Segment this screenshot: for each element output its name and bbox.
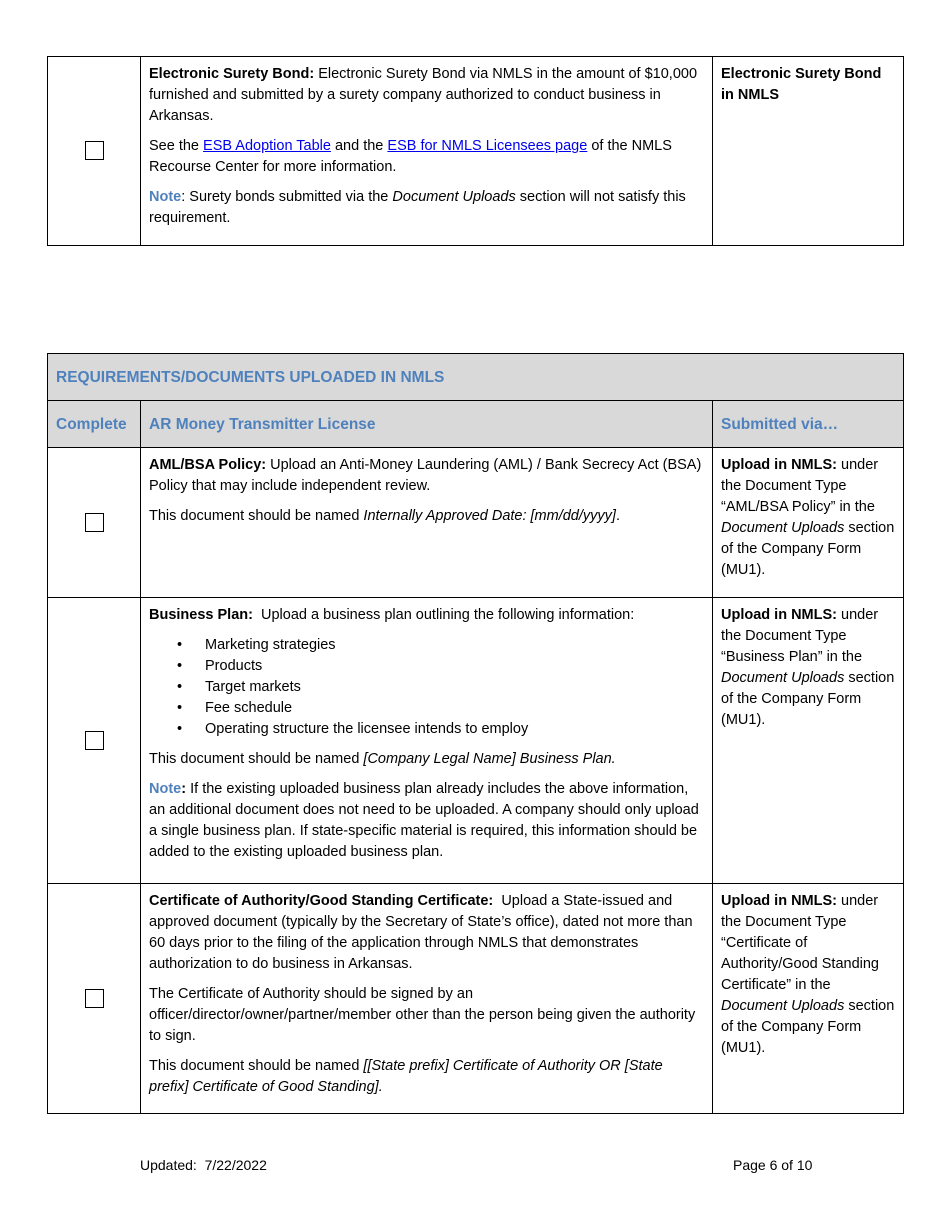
bp-sub-bold: Upload in NMLS:	[721, 607, 837, 623]
aml-title: AML/BSA Policy:	[149, 457, 267, 473]
bp-sub-post: section of the Company Form (MU1).	[721, 670, 895, 728]
coa-title: Certificate of Authority/Good Standing Certificate:	[149, 893, 494, 909]
coa-row	[48, 884, 904, 1114]
list-item: • Products	[149, 656, 704, 677]
list-item: • Fee schedule	[149, 698, 704, 719]
aml-named-italic: Internally Approved Date: [mm/dd/yyyy]	[363, 508, 616, 524]
aml-sub-post: section of the Company Form (MU1).	[721, 520, 895, 578]
esb-see-suffix: of the NMLS Recourse Center for more information.	[149, 138, 672, 175]
esb-submitted-via	[713, 57, 904, 246]
esb-see-prefix: See the	[149, 138, 199, 154]
coa-named-italic: [[State prefix] Certificate of Authority OR [State prefix] Certificate of Good Standing].	[149, 1058, 663, 1095]
coa-sub-pre: under the Document Type “Certificate of Authority/Good Standing Certificate” in the	[721, 893, 879, 993]
esb-checkbox[interactable]	[85, 141, 104, 160]
coa-sub-post: section of the Company Form (MU1).	[721, 998, 895, 1056]
requirements-table	[47, 353, 904, 1114]
bp-sub-pre: under the Document Type “Business Plan” in the	[721, 607, 879, 665]
esb-licensees-page-link[interactable]: ESB for NMLS Licensees page	[387, 138, 588, 154]
coa-submitted-via	[713, 884, 904, 1114]
coa-text: Upload a State-issued and approved document (typically by the Secretary of State’s office), dated not more than 60 days prior to the filing of the application through NMLS that demonstrates authorization to do business in Arkansas.	[149, 893, 693, 972]
esb-table	[47, 56, 904, 246]
esb-submitted-text: Electronic Surety Bond in NMLS	[721, 66, 882, 103]
esb-and-text: and the	[334, 138, 384, 154]
esb-adoption-table-link[interactable]: ESB Adoption Table	[203, 138, 331, 154]
coa-checkbox[interactable]	[85, 989, 104, 1008]
bp-note-label: Note	[149, 781, 182, 797]
aml-period: .	[615, 508, 620, 524]
esb-checkbox-cell	[48, 57, 141, 246]
bp-named-italic: [Company Legal Name] Business Plan.	[363, 751, 616, 767]
aml-checkbox[interactable]	[85, 513, 104, 532]
bp-note-colon: :	[181, 781, 187, 797]
aml-sub-bold: Upload in NMLS:	[721, 457, 837, 473]
bp-submitted-via	[713, 598, 904, 884]
header-license: AR Money Transmitter License	[141, 401, 713, 448]
esb-description	[141, 57, 713, 246]
aml-description	[141, 448, 713, 598]
bp-list	[149, 635, 704, 740]
esb-note-italic: Document Uploads	[392, 189, 516, 205]
esb-note-post: section will not satisfy this requirement.	[149, 189, 686, 226]
aml-row	[48, 448, 904, 598]
bp-sub-italic: Document Uploads	[721, 670, 845, 686]
coa-sub-italic: Document Uploads	[721, 998, 845, 1014]
bp-checkbox[interactable]	[85, 731, 104, 750]
header-complete: Complete	[48, 401, 141, 448]
list-item: • Marketing strategies	[149, 635, 704, 656]
coa-named-prefix: This document should be named	[149, 1058, 360, 1074]
table-title: REQUIREMENTS/DOCUMENTS UPLOADED IN NMLS	[48, 354, 904, 401]
bp-row	[48, 598, 904, 884]
table-header-row	[48, 401, 904, 448]
esb-note-label: Note	[149, 189, 182, 205]
bp-description	[141, 598, 713, 884]
coa-para2: The Certificate of Authority should be signed by an officer/director/owner/partner/member other than the person being given the authority to sign.	[149, 986, 696, 1044]
bp-text: Upload a business plan outlining the following information:	[261, 607, 635, 623]
esb-note-pre: : Surety bonds submitted via the	[181, 189, 389, 205]
list-item: • Target markets	[149, 677, 704, 698]
bp-named-prefix: This document should be named	[149, 751, 360, 767]
esb-row	[48, 57, 904, 246]
list-item: • Operating structure the licensee intends to employ	[149, 719, 704, 740]
esb-title: Electronic Surety Bond:	[149, 66, 315, 82]
bp-checkbox-cell	[48, 598, 141, 884]
coa-checkbox-cell	[48, 884, 141, 1114]
esb-text: Electronic Surety Bond via NMLS in the amount of $10,000 furnished and submitted by a surety company authorized to conduct business in Arkansas.	[149, 66, 698, 124]
aml-text: Upload an Anti-Money Laundering (AML) / Bank Secrecy Act (BSA) Policy that may include independent review.	[149, 457, 702, 494]
aml-named-prefix: This document should be named	[149, 508, 360, 524]
table-title-row	[48, 354, 904, 401]
aml-sub-italic: Document Uploads	[721, 520, 845, 536]
coa-description	[141, 884, 713, 1114]
bp-note-text: If the existing uploaded business plan already includes the above information, an additional document does not need to be uploaded. A company should only upload a single business plan. If state-specific material is required, this information should be added to the existing uploaded business plan.	[149, 781, 699, 860]
bp-title: Business Plan:	[149, 607, 253, 623]
aml-checkbox-cell	[48, 448, 141, 598]
coa-sub-bold: Upload in NMLS:	[721, 893, 837, 909]
aml-sub-pre: under the Document Type “AML/BSA Policy” in the	[721, 457, 879, 515]
footer-page-number: Page 6 of 10	[733, 1157, 813, 1173]
aml-submitted-via	[713, 448, 904, 598]
footer-updated: Updated: 7/22/2022	[140, 1157, 267, 1173]
header-submitted: Submitted via…	[713, 401, 904, 448]
